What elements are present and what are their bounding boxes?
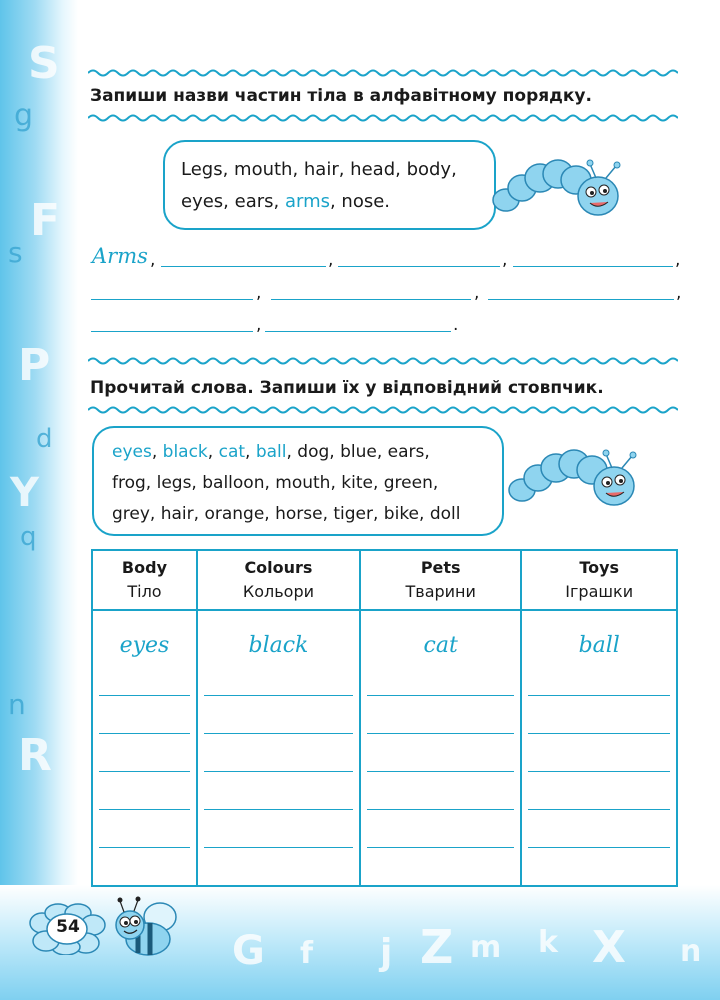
bubble-text: , dog, blue, ears, [286,442,430,462]
bubble-line: eyes, black, cat, ball, dog, blue, ears, [112,442,430,462]
answer-line[interactable] [204,695,353,696]
column-title-uk: Кольори [242,582,315,601]
bubble-text: , nose. [329,191,391,212]
answer-line[interactable] [367,695,514,696]
deco-letter: P [18,340,51,391]
column-title-uk: Тварини [405,582,476,601]
answer-line[interactable] [338,266,500,267]
table-body-row [92,610,677,886]
answer-line[interactable] [204,771,353,772]
answer-line[interactable] [513,266,673,267]
column-title-uk: Іграшки [565,582,634,601]
deco-letter: d [36,424,53,454]
highlighted-word: eyes [112,442,152,462]
column-title-en: Pets [420,558,461,577]
deco-letter: j [380,932,393,973]
bubble-text: eyes, ears, [181,191,285,212]
column-title-en: Toys [579,558,620,577]
highlighted-word: arms [284,191,330,212]
caterpillar-icon [508,440,648,520]
column-header-body [92,550,197,610]
deco-letter: q [20,522,37,552]
answer-line[interactable] [367,809,514,810]
comma: , [676,283,682,303]
comma: , [256,283,262,303]
exercise1-instruction: Запиши назви частин тіла в алфавітному порядку. [90,86,592,106]
column-cell [92,610,197,886]
answer-line[interactable] [99,733,190,734]
word-bubble [92,426,504,536]
column-header-colours [197,550,360,610]
example-word: cat [423,633,458,658]
deco-letter: S [28,38,60,89]
deco-letter: Z [420,920,454,974]
example-word: ball [578,633,620,658]
deco-letter: m [470,930,502,965]
wavy-divider [88,113,678,123]
deco-letter: R [18,730,52,781]
example-word: black [248,633,309,658]
wavy-divider [88,68,678,78]
caterpillar-icon [492,150,632,230]
highlighted-word: black [162,442,208,462]
column-cell [197,610,360,886]
comma: , [256,315,262,335]
column-header-pets [360,550,521,610]
answer-line[interactable] [367,847,514,848]
answer-line[interactable] [528,733,670,734]
deco-letter: n [8,688,26,721]
bubble-line: grey, hair, orange, horse, tiger, bike, doll [112,504,461,524]
deco-letter: g [14,98,34,133]
answer-line[interactable] [367,733,514,734]
column-title-uk: Тіло [127,582,162,601]
answer-line[interactable] [99,809,190,810]
example-answer: Arms [92,244,148,268]
answer-line[interactable] [99,847,190,848]
bee-icon [108,895,188,965]
wavy-divider [88,356,678,366]
wavy-divider [88,405,678,415]
comma: , [502,250,508,270]
deco-letter: s [8,236,23,269]
answer-line[interactable] [271,299,471,300]
deco-letter: f [300,936,314,971]
answer-line[interactable] [99,695,190,696]
deco-letter: G [232,928,265,974]
column-title-en: Colours [244,558,313,577]
answer-line[interactable] [265,331,451,332]
deco-letter: F [30,195,61,246]
example-word: eyes [119,633,170,658]
answer-line[interactable] [367,771,514,772]
comma: , [675,250,681,270]
column-cell [521,610,677,886]
bubble-line [181,186,494,218]
answer-line[interactable] [204,847,353,848]
bubble-line: frog, legs, balloon, mouth, kite, green, [112,473,439,493]
answer-line[interactable] [528,809,670,810]
column-header-toys [521,550,677,610]
column-cell [360,610,521,886]
word-bubble [163,140,496,230]
deco-letter: k [538,925,558,960]
bubble-line: Legs, mouth, hair, head, body, [181,159,457,180]
highlighted-word: cat [218,442,246,462]
answer-line[interactable] [488,299,674,300]
answer-line[interactable] [99,771,190,772]
answer-line[interactable] [161,266,326,267]
answer-line[interactable] [91,299,253,300]
category-table [91,549,678,887]
deco-letter: n [680,934,702,969]
table-header-row [92,550,677,610]
page-number: 54 [56,917,80,937]
exercise2-instruction: Прочитай слова. Запиши їх у відповідний стовпчик. [90,378,604,398]
comma: , [474,283,480,303]
answer-line[interactable] [204,809,353,810]
column-title-en: Body [121,558,167,577]
answer-line[interactable] [204,733,353,734]
comma: , [150,250,156,270]
answer-line[interactable] [91,331,253,332]
answer-line[interactable] [528,847,670,848]
answer-line[interactable] [528,695,670,696]
answer-line[interactable] [528,771,670,772]
period: . [453,315,459,335]
deco-letter: Y [10,470,39,516]
comma: , [328,250,334,270]
highlighted-word: ball [255,442,287,462]
deco-letter: X [592,922,626,973]
